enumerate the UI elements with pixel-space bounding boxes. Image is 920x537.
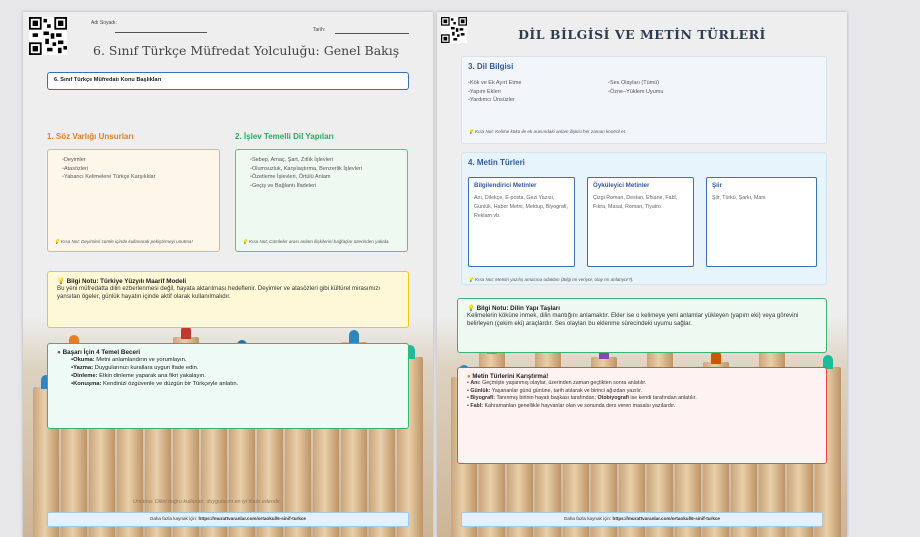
card-poetry: [706, 177, 817, 267]
mix-box: [457, 367, 827, 464]
warning-icon: ●: [467, 373, 471, 380]
texts-box: [461, 152, 827, 285]
skills-title: ● Başarı İçin 4 Temel Beceri: [57, 349, 141, 356]
footer: Daha fazla kaynak için: https://murattvaranlar.com/ortaokul/6-sinif-turkce: [461, 512, 823, 527]
list-item: • Sebep, Amaç, Şart, Zıtlık İşlevleri: [250, 156, 407, 165]
footer: Daha fazla kaynak için: https://murattvaranlar.com/ortaokul/6-sinif-turkce: [47, 512, 409, 527]
texts-note: 💡 Kısa Not: Metnin yazılış amacına odaklan (Bilgi mi veriyor, olay mı anlatıyor?).: [468, 277, 634, 282]
lightbulb-icon: 💡: [468, 277, 474, 282]
section2-box: [235, 149, 408, 252]
lightbulb-icon: 💡: [467, 305, 475, 312]
info-text: Kelimelerin köküne inmek, dilin mantığını anlamaktır. Ekler ise o kelimeye yeni anlamlar yükleyen (yapım eki) veya görevini belirleyen (çekim eki) araçlardır. Ses olayları bu eklenme sürecindeki uyumu sağlar.: [467, 312, 799, 327]
info-text: Bu yeni müfredatta dilin ezberlenmesi değil, hayata aktarılması hedeflenir. Deyimler ve atasözleri gibi kültürel mirasımızı yansıtan ögeler, günlük hayatın içinde aktif olarak kullanılmalıdır.: [57, 285, 381, 300]
section2-note: 💡 Kısa Not: Cümleler arası anlam ilişkilerini bağlaçlar üzerinden yakala.: [242, 239, 390, 244]
page-2: [437, 12, 847, 537]
lightbulb-icon: 💡: [57, 278, 65, 285]
list-item: • Özetleme İşlevleri, Örtülü Anlam: [250, 173, 407, 182]
list-item: • Atasözleri: [62, 165, 219, 174]
list-item: • Deyimler: [62, 156, 219, 165]
card-title: Bilgilendirici Metinler: [474, 182, 537, 189]
grammar-box: [461, 56, 827, 144]
qr-code-icon: [29, 17, 67, 55]
target-icon: ●: [57, 349, 61, 356]
section2-heading: 2. İşlev Temelli Dil Yapıları: [235, 132, 334, 141]
list-item: • Yapım Ekleri: [468, 88, 522, 97]
list-item: ▪ Dinleme: Etkin dinleme yaparak ana fikri yakalayın.: [71, 372, 399, 380]
list-item: • Geçiş ve Bağlantı İfadeleri: [250, 182, 407, 191]
section1-box: [47, 149, 220, 252]
list-item: ▪ Okuma: Metni anlamlandırın ve yorumlayın.: [71, 356, 399, 364]
footer-link[interactable]: https://murattvaranlar.com/ortaokul/6-sinif-turkce: [612, 516, 720, 521]
grammar-note: 💡 Kısa Not: Kelime kökü ile ek arasındaki anlam ilişkisi her zaman kontrol et.: [468, 129, 627, 134]
card-narrative: [587, 177, 694, 267]
grammar-info-box: [457, 298, 827, 353]
list-item: • Yardımcı Ünsüzler: [468, 96, 522, 105]
list-item: ▪ Yazma: Duygularınızı kurallara uygun ifade edin.: [71, 364, 399, 372]
page-title: DİL BİLGİSİ VE METİN TÜRLERİ: [518, 27, 766, 42]
page-title: 6. Sınıf Türkçe Müfredat Yolculuğu: Genel Bakış: [93, 43, 400, 58]
info-box: [47, 271, 409, 328]
card-informative: [468, 177, 575, 267]
list-item: ▪ Konuşma: Kendinizi özgüvenle ve düzgün bir Türkçeyle anlatın.: [71, 380, 399, 388]
card-title: Öyküleyici Metinler: [593, 182, 650, 189]
card-body: Anı, Dilekçe, E-posta, Gezi Yazısı, Günlük, Haber Metni, Mektup, Biyografi, Reklam vb.: [474, 195, 568, 219]
list-item: • Günlük: Yaşananlar günü gününe, tarih atılarak ve birinci ağızdan yazılır.: [467, 387, 643, 394]
skills-box: [47, 343, 409, 429]
section1-list: [48, 156, 219, 182]
list-item: • Kök ve Ek Ayırt Etme: [468, 79, 522, 88]
texts-heading: 4. Metin Türleri: [468, 158, 525, 167]
lightbulb-icon: 💡: [468, 129, 474, 134]
list-item: • Olumsuzluk, Karşılaştırma, Benzerlik İşlevleri: [250, 165, 407, 174]
info-title: 💡 Bilgi Notu: Türkiye Yüzyılı Maarif Modeli: [57, 278, 187, 285]
name-field[interactable]: [115, 32, 207, 33]
section1-note: 💡 Kısa Not: Deyimleri cümle içinde kullanarak pekiştirmeyi unutma!: [54, 239, 193, 244]
list-item: • Anı: Geçmişte yaşanmış olaylar, üzerinden zaman geçtikten sonra anlatılır.: [467, 380, 647, 386]
lightbulb-icon: 💡: [242, 239, 248, 244]
bottom-note: Unutma: Dilini doğru kullanan, duygularını en iyi ifade edendir.: [133, 499, 282, 505]
name-label: Adı Soyadı:: [91, 20, 117, 26]
page-1: [23, 12, 433, 537]
card-body: Çizgi Roman, Destan, Efsane, Fabl, Fıkra, Masal, Roman, Tiyatro: [593, 195, 678, 210]
mix-title: ● Metin Türlerini Karıştırma!: [467, 373, 549, 380]
list-item: • Fabl: Kahramanları genellikle hayvanlar olan ve sonunda ders veren masalsı yazılardır.: [467, 402, 676, 409]
date-label: Tarih:: [313, 27, 326, 33]
date-field[interactable]: [335, 33, 409, 34]
section1-heading: 1. Söz Varlığı Unsurları: [47, 132, 134, 141]
grammar-col1: [468, 79, 522, 105]
card-title: Şiir: [712, 182, 722, 189]
lightbulb-icon: 💡: [54, 239, 60, 244]
grammar-heading: 3. Dil Bilgisi: [468, 62, 514, 71]
topics-heading: 6. Sınıf Türkçe Müfredatı Konu Başlıkları: [47, 72, 409, 90]
footer-link[interactable]: https://murattvaranlar.com/ortaokul/6-sinif-turkce: [198, 516, 306, 521]
info-title: 💡 Bilgi Notu: Dilin Yapı Taşları: [467, 305, 560, 312]
skills-list: [57, 356, 399, 388]
mix-list: [467, 380, 817, 410]
list-item: • Yabancı Kelimelere Türkçe Karşılıklar: [62, 173, 219, 182]
card-body: Şiir, Türkü, Şarkı, Mani: [712, 195, 766, 201]
list-item: • Özne–Yüklem Uyumu: [608, 88, 663, 97]
list-item: • Biyografi: Tanınmış birinin hayatı başkası tarafından; Otobiyografi ise kendi tarafından anlatılır.: [467, 395, 697, 401]
list-item: • Ses Olayları (Tümü): [608, 79, 663, 88]
section2-list: [236, 156, 407, 190]
grammar-col2: [608, 79, 663, 96]
